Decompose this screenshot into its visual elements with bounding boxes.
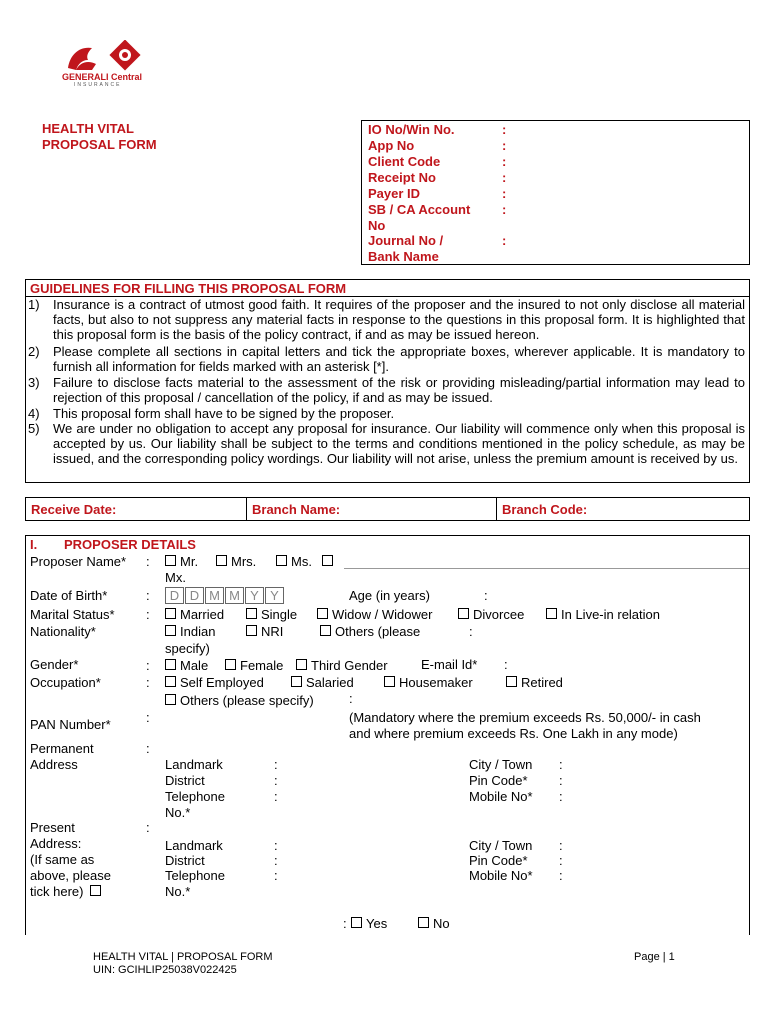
logo-brand: GENERALI Central	[62, 72, 143, 82]
guideline-item: 2) Please complete all sections in capital letters and tick the appropriate boxes, wherever applicable. It is mandatory to furnish all information for fields marked with an asterisk [*].	[28, 344, 745, 375]
permanent-telephone-label: Telephone No.*	[165, 789, 225, 820]
branch-info-row	[25, 497, 750, 521]
present-pin-label: Pin Code*	[469, 853, 528, 868]
page-title: HEALTH VITAL PROPOSAL FORM	[42, 121, 157, 152]
title-mx-label: Mx.	[165, 570, 186, 585]
receipt-no-label: Receipt No	[368, 170, 436, 185]
client-code-label: Client Code	[368, 154, 441, 169]
footer-left: HEALTH VITAL | PROPOSAL FORM UIN: GCIHLIP25038V022425	[93, 951, 273, 976]
marital-live-in-option[interactable]: In Live-in relation	[546, 607, 660, 623]
occupation-retired-option[interactable]: Retired	[506, 675, 563, 691]
yes-option[interactable]: Yes	[351, 916, 387, 932]
app-no-label: App No	[368, 138, 415, 153]
permanent-city-label: City / Town	[469, 757, 533, 772]
office-info-box: IO No/Win No. : App No : Client Code : Receipt No : Payer ID : SB / CA Account No : Journal No / Bank Name :	[361, 120, 750, 265]
nationality-others-option[interactable]: Others (please	[320, 624, 420, 640]
occupation-salaried-option[interactable]: Salaried	[291, 675, 354, 691]
gender-label: Gender*	[30, 657, 79, 672]
no-option[interactable]: No	[418, 916, 450, 932]
proposer-name-label: Proposer Name*	[30, 554, 127, 569]
pan-note-line2: and where premium exceeds Rs. One Lakh in any mode)	[349, 726, 678, 741]
guidelines-title: GUIDELINES FOR FILLING THIS PROPOSAL FORM	[30, 281, 347, 296]
present-district-label: District	[165, 853, 205, 868]
permanent-address-label: Permanent Address	[30, 741, 94, 772]
permanent-pin-label: Pin Code*	[469, 773, 528, 788]
gender-third-option[interactable]: Third Gender	[296, 658, 388, 674]
email-label: E-mail Id*	[421, 657, 478, 672]
nationality-specify-label: specify)	[165, 641, 210, 656]
permanent-mobile-label: Mobile No*	[469, 789, 533, 804]
marital-status-label: Marital Status*	[30, 607, 115, 622]
sb-ca-account-label: SB / CA Account No	[368, 202, 471, 233]
section-number: I.	[30, 537, 38, 552]
occupation-label: Occupation*	[30, 675, 101, 690]
dob-input[interactable]: D D M M Y Y	[165, 587, 285, 604]
title-ms-option[interactable]: Ms.	[276, 554, 312, 570]
title-mr-option[interactable]: Mr.	[165, 554, 198, 570]
page-number: Page | 1	[634, 951, 675, 963]
guideline-item: 3) Failure to disclose facts material to the assessment of the risk or providing misleading/partial information may lead to rejection of this proposal / cancellation of the policy, if and as may be issued.	[28, 375, 745, 406]
branch-code-label: Branch Code:	[502, 502, 588, 517]
gender-male-option[interactable]: Male	[165, 658, 208, 674]
proposer-details-section: I. PROPOSER DETAILS Proposer Name* : Mr. Mrs. Ms. Mx. Date of Birth* : D D M M Y Y Age (in years) : Marital Status* : Married Single Widow / Widower Divorcee In Live-in relation Nationality* Indian NRI Others (please : specify) Gender* : Male Female Third Gender E-mail Id* : Occupation* : Self Employed Salaried Housemaker Retired Others (please specify) : PAN Number* : (Mandatory where the premium exceeds Rs. 50,000/- in cash and where premium exceeds Rs. One Lakh in any mode) Permanent Address : Landmark : District : Telephone No.* : City / Town : Pin Code* : Mobile No* : Present Address: (If same as above, please tick here) : Landmark : District : Telephone No.* : City / Town : Pin Code* : Mobile No* : : Yes No	[25, 535, 750, 935]
branch-name-label: Branch Name:	[252, 502, 341, 517]
journal-no-label: Journal No / Bank Name	[368, 233, 444, 264]
logo-sub: INSURANCE	[74, 82, 122, 88]
company-logo	[62, 40, 152, 90]
nationality-nri-option[interactable]: NRI	[246, 624, 283, 640]
present-telephone-label: Telephone No.*	[165, 868, 225, 899]
pan-number-label: PAN Number*	[30, 717, 111, 732]
permanent-district-label: District	[165, 773, 205, 788]
section-title: PROPOSER DETAILS	[64, 537, 196, 552]
receive-date-label: Receive Date:	[31, 502, 117, 517]
marital-divorcee-option[interactable]: Divorcee	[458, 607, 524, 623]
dob-label: Date of Birth*	[30, 588, 108, 603]
guideline-item: 5) We are under no obligation to accept any proposal for insurance. Our liability will commence only when this proposal is accepted by us. Our liability shall be subject to the terms and conditions mentioned in the policy schedule, as may be issued, and the corresponding policy wordings. Our liability will not arise, unless the premium amount is received by us.	[28, 421, 745, 467]
marital-single-option[interactable]: Single	[246, 607, 297, 623]
pan-note-line1: (Mandatory where the premium exceeds Rs. 50,000/- in cash	[349, 710, 701, 725]
io-no-label: IO No/Win No.	[368, 122, 455, 137]
title-mrs-option[interactable]: Mrs.	[216, 554, 256, 570]
present-city-label: City / Town	[469, 838, 533, 853]
occupation-housemaker-option[interactable]: Housemaker	[384, 675, 473, 691]
present-landmark-label: Landmark	[165, 838, 223, 853]
nationality-label: Nationality*	[30, 624, 96, 639]
present-address-label: Present Address: (If same as above, please tick here)	[30, 820, 111, 899]
age-label: Age (in years)	[349, 588, 430, 603]
permanent-landmark-label: Landmark	[165, 757, 223, 772]
occupation-others-option[interactable]: Others (please specify)	[165, 693, 314, 709]
nationality-indian-option[interactable]: Indian	[165, 624, 215, 640]
title-mx-checkbox[interactable]	[322, 554, 337, 570]
guideline-item: 1) Insurance is a contract of utmost good faith. It requires of the proposer and the insured to not only disclose all material facts, but also to not suppress any material facts in response to the questions in this proposal form. It is highlighted that this proposal form is the basis of the policy contract, if and as may be issued hereon.	[28, 297, 745, 343]
guidelines-box	[25, 279, 750, 483]
marital-widow-option[interactable]: Widow / Widower	[317, 607, 432, 623]
gender-female-option[interactable]: Female	[225, 658, 283, 674]
payer-id-label: Payer ID	[368, 186, 421, 201]
guideline-item: 4) This proposal form shall have to be signed by the proposer.	[28, 406, 395, 421]
occupation-self-employed-option[interactable]: Self Employed	[165, 675, 264, 691]
marital-married-option[interactable]: Married	[165, 607, 224, 623]
present-mobile-label: Mobile No*	[469, 868, 533, 883]
same-as-above-checkbox[interactable]	[90, 885, 101, 896]
